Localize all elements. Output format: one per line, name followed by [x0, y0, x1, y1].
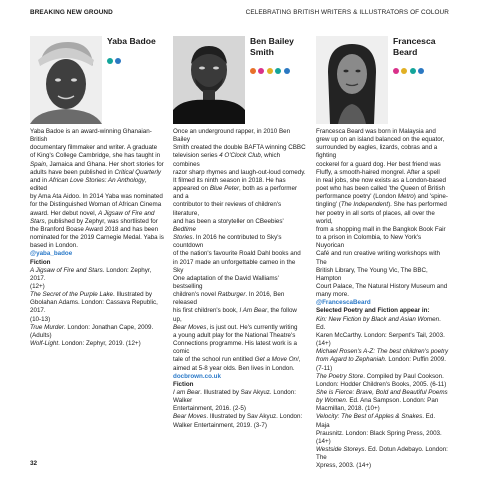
bio-line: Once an underground rapper, in 2010 Ben Bailey: [173, 128, 291, 144]
page-number: 32: [30, 460, 38, 467]
author-bio: [30, 128, 164, 250]
books-section-title: Fiction: [173, 380, 194, 388]
book-line: (7-11): [316, 364, 333, 372]
bio-line: grew up on an island balanced on the equator,: [316, 136, 445, 144]
bio-line: in 2017 made an unforgettable cameo in the Sky: [173, 258, 296, 274]
bio-line: the Branford Boase Award 2018 and has been: [30, 225, 159, 233]
bio-line: Stories. In 2016 he contributed to Sky's countdown: [173, 234, 282, 250]
category-dot: [115, 58, 121, 64]
book-line: by Women. Ed. Ana Sampson. London: Pan: [316, 397, 439, 405]
bio-line: many more.: [316, 291, 349, 299]
book-line: Velocity: The Best of Apples & Snakes. Ed. Maja: [316, 413, 436, 429]
book-line: Gbolahan Adams. London: Cassava Republic, 2017.: [30, 299, 158, 315]
bio-line: in real jobs, she now exists as a London-based: [316, 176, 446, 184]
bio-line: of the nation's favourite Roald Dahl books and: [173, 250, 301, 258]
bio-line: poet who has been called 'the Queen of British: [316, 185, 446, 193]
book-line: The Secret of the Purple Lake. Illustrated by: [30, 291, 152, 299]
bio-line: One adaptation of the David Walliams' bestselling: [173, 274, 279, 290]
books-section-title: Fiction: [30, 258, 51, 266]
bio-line: Spain, Jamaica and Ghana. Her short stories for: [30, 160, 164, 168]
book-line: Entertainment, 2016. (2-5): [173, 405, 246, 413]
bio-line: cockerel for a guard dog. Her best friend was: [316, 160, 441, 168]
book-line: The Poetry Store. Compiled by Paul Cookson.: [316, 372, 444, 380]
category-dot: [284, 68, 290, 74]
book-line: Westside Storeys. Ed. Dotun Adebayo. London: The: [316, 446, 448, 462]
bio-line: from a shopping mall in the Bangkok Book Fair: [316, 225, 446, 233]
bio-line: Bear Moves, is just out. He's currently writing: [173, 323, 298, 331]
bio-line: contributor to their reviews of children's literature,: [173, 201, 282, 217]
author-name: Francesca Beard: [393, 36, 436, 57]
bio-line: appeared on Blue Peter, both as a performer and a: [173, 185, 298, 201]
bio-line: Connections programme. His latest work is a comic: [173, 340, 298, 356]
bio-line: adults have been published in Critical Quarterly: [30, 168, 161, 176]
bio-line: Francesca Beard was born in Malaysia and: [316, 128, 436, 135]
book-line: Prausnitz. London: Black Spring Press, 2003. (14+): [316, 429, 442, 445]
book-line: Bear Moves. Illustrated by Sav Akyuz. London:: [173, 413, 303, 421]
bio-line: and in African Love Stories: An Anthology, edited: [30, 176, 147, 193]
author-photo: [30, 36, 102, 124]
book-line: (Adults): [30, 331, 52, 339]
book-line: (12+): [30, 282, 45, 290]
author-social-handle[interactable]: @yaba_badoe: [30, 250, 73, 258]
bio-line: by Ama Ata Aidoo. In 2014 Yaba was nominated: [30, 193, 163, 201]
bio-line: razor sharp rhymes and laugh-out-loud comedy.: [173, 168, 306, 176]
book-line: A Jigsaw of Fire and Stars. London: Zephyr, 2017.: [30, 266, 152, 282]
bio-line: It filmed its ninth season in 2018. He has: [173, 176, 286, 184]
category-dots: [107, 51, 164, 59]
bio-line: Café and run creative writing workshops with The: [316, 250, 441, 266]
book-list: [30, 267, 164, 349]
author-body: [30, 128, 164, 348]
category-dot: [418, 68, 424, 74]
running-header-right: CELEBRATING BRITISH WRITERS & ILLUSTRATORS OF COLOUR: [245, 9, 449, 16]
bio-line: tingling' (The Independent). She has performed: [316, 201, 447, 209]
bio-line: tale of the school run entitled Get a Move On!,: [173, 356, 301, 364]
author-website-link[interactable]: docbrown.co.uk: [173, 372, 221, 380]
category-dot: [275, 68, 281, 74]
category-dot: [107, 58, 113, 64]
author-social-handle[interactable]: @FrancescaBeard: [316, 299, 371, 307]
category-dot: [393, 68, 399, 74]
author-body: [173, 128, 307, 430]
book-line: She is Fierce: Brave, Bold and Beautiful Poems: [316, 389, 448, 396]
book-list: [173, 389, 307, 430]
bio-line: and has been a storyteller on CBeebies' Bedtime: [173, 217, 284, 233]
book-line: True Murder. London: Jonathan Cape, 2009.: [30, 323, 154, 331]
bio-line: for the Distinguished Woman of African Cinema: [30, 201, 162, 209]
bio-line: a young adult play for the National Theatre's: [173, 331, 296, 339]
category-dot: [401, 68, 407, 74]
book-line: Karen McCarthy. London: Serpent's Tail, 2003. (14+): [316, 331, 445, 348]
category-dot: [410, 68, 416, 74]
book-line: Kin: New Fiction by Black and Asian Women. Ed.: [316, 315, 441, 331]
author-bio: [316, 128, 450, 299]
bio-line: surrounded by eagles, lizards, cobras and a fighting: [316, 144, 438, 160]
book-line: Macmillan, 2018. (10+): [316, 405, 380, 413]
book-line: (10-13): [30, 315, 51, 323]
bio-line: documentary filmmaker and writer. A graduate: [30, 144, 158, 152]
category-dot: [250, 68, 256, 74]
bio-line: Yaba Badoe is an award-winning Ghanaian-British: [30, 128, 152, 144]
author-photo: [316, 36, 388, 124]
book-line: I am Bear. Illustrated by Sav Akyuz. London: Walker: [173, 389, 296, 405]
bio-line: British Library, The Young Vic, The BBC, Hampton: [316, 266, 428, 282]
category-dots: [393, 61, 450, 69]
bio-line: television series 4 O'Clock Club, which combines: [173, 152, 281, 168]
book-list: [316, 316, 450, 471]
bio-line: children's novel Ratburger. In 2016, Ben released: [173, 291, 285, 307]
category-dot: [258, 68, 264, 74]
bio-line: his first children's book, I Am Bear, the follow up,: [173, 307, 297, 323]
bio-line: to a prison in Colombia, to New York's Nuyorican: [316, 234, 422, 250]
book-line: Wolf-Light. London: Zephyr, 2019. (12+): [30, 340, 141, 348]
author-photo: [173, 36, 245, 124]
bio-line: her poetry in all sorts of places, all over the world,: [316, 209, 435, 225]
book-line: Michael Rosen's A-Z: The best children's poetry: [316, 348, 449, 356]
author-body: [316, 128, 450, 471]
category-dots: [250, 61, 307, 69]
bio-line: Stars, published by Zephyr, was shortlisted for: [30, 217, 158, 225]
category-dot: [267, 68, 273, 74]
author-name: Yaba Badoe: [107, 36, 156, 46]
book-line: Xpress, 2003. (14+): [316, 462, 372, 470]
running-header-left: BREAKING NEW GROUND: [30, 9, 113, 16]
bio-line: aimed at 5-8 year olds. Ben lives in London.: [173, 364, 295, 372]
bio-line: Smith created the double BAFTA winning CBBC: [173, 144, 306, 152]
bio-line: award. Her debut novel, A Jigsaw of Fire and: [30, 209, 155, 217]
books-section-title: Selected Poetry and Fiction appear in:: [316, 307, 430, 315]
bio-line: Fluffy, a smooth-haired mongrel. After a spell: [316, 168, 440, 176]
author-bio: [173, 128, 307, 373]
bio-line: nominated for the 2019 Carnegie Medal. Yaba is: [30, 234, 164, 242]
book-line: from Agard to Zephaniah. London: Puffin 2009.: [316, 356, 446, 364]
author-name: Ben Bailey Smith: [250, 36, 294, 57]
book-line: Walker Entertainment, 2019. (3-7): [173, 421, 267, 429]
book-line: London: Hodder Children's Books, 2005. (6-11): [316, 380, 447, 388]
bio-line: performance poetry' (London Metro) and 'spine-: [316, 193, 448, 201]
bio-line: Court Palace, The Natural History Museum and: [316, 282, 448, 290]
bio-line: based in London.: [30, 242, 78, 250]
bio-line: of King's College Cambridge, she has taught in: [30, 152, 161, 160]
